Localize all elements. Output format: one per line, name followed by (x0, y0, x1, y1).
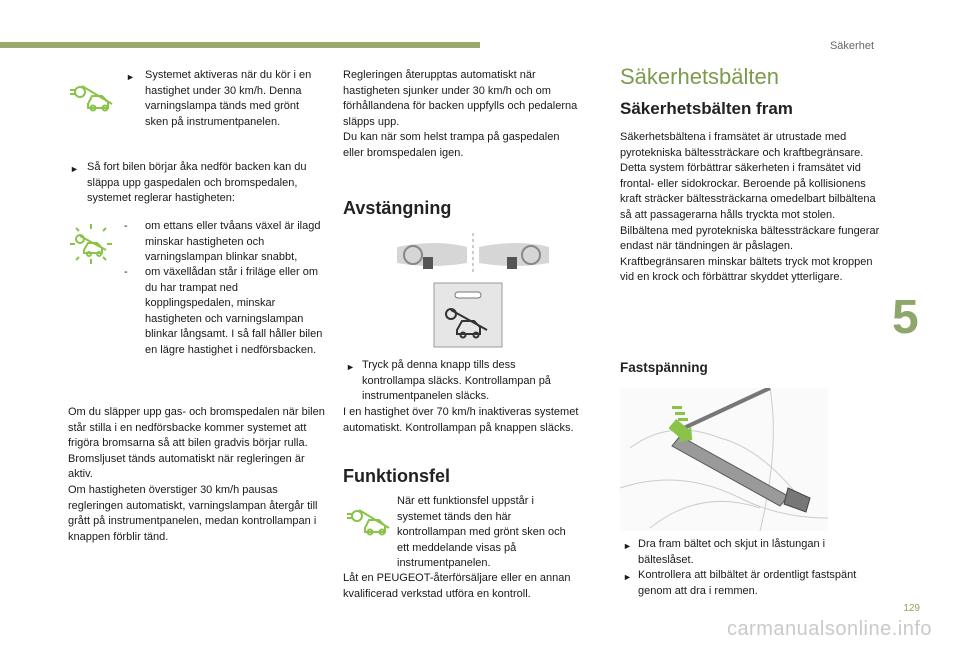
hill-assist-button-icon (433, 282, 503, 348)
dash-neutral: om växellådan står i friläge eller om du har trampat ned kopplingspedalen, minskar hastigheten och varningslampan blinkar långsamt. I så fall håller bilen en lägre hastighet i nedförsbacken. (145, 266, 323, 356)
paragraph-front-belts: Säkerhetsbältena i framsätet är utrustade med pyrotekniska bältessträckare och kraftbegränsare. Detta system förbättrar säkerheten i framsätet vid frontal- eller sidokrockar. Beroende på kollisionens kraft sträcker bältessträckarna omedelbart bilbältena så att passagerarna hålls tryckta mot stolen. Bilbältena med pyrotekniska bältessträckare fungerar endast när tändningen är påslagen. Kraftbegränsaren minskar bältets tryck mot kroppen vid en krock och förbättrar skyddet ytterligare. (620, 131, 880, 284)
steering-wheel-icon (393, 233, 553, 275)
page-title: Säkerhetsbälten (620, 64, 779, 89)
dash-marker: - (124, 266, 128, 278)
seatbelt-illustration (620, 388, 828, 531)
hill-descent-fault-icon (345, 504, 393, 538)
hill-descent-blinking-icon (68, 222, 114, 266)
dash-marker: - (124, 220, 128, 232)
heading-front-belts: Säkerhetsbälten fram (620, 99, 793, 118)
page-number: 129 (903, 603, 920, 614)
hill-descent-car-icon (68, 80, 118, 114)
bullet-pull-belt: Dra fram bältet och skjut in låstungan i bälteslåset. (638, 538, 826, 566)
header-bar (0, 42, 480, 48)
paragraph-stationary: Om du släpper upp gas- och bromspedalen när bilen står stilla i en nedförsbacke kommer systemet att frigöra bromsarna så att bilen gradvis börjar rulla. Bromsljuset tänds automatiskt när regleringen är aktiv. Om hastigheten överstiger 30 km/h pausas regleringen automatiskt, varningslampan återgår till grått på instrumentpanelen, medan kontrollampan i knappen förblir tänd. (68, 406, 325, 543)
dash-gear-engaged: om ettans eller tvåans växel är ilagd minskar hastigheten och varningslampan blinkar snabbt, (145, 220, 321, 264)
triangle-bullet: ► (623, 572, 632, 582)
fault-description: När ett funktionsfel uppstår i systemet tänds den här kontrollampan med grönt sken och ett meddelande visas på instrumentpanelen. (397, 495, 566, 570)
triangle-bullet: ► (346, 362, 355, 372)
heading-fastspanning: Fastspänning (620, 360, 708, 375)
section-label: Säkerhet (829, 40, 874, 52)
paragraph-auto-off: I en hastighet över 70 km/h inaktiveras systemet automatiskt. Kontrollampan på knappen släcks. (343, 406, 579, 434)
paragraph-dealer: Låt en PEUGEOT-återförsäljare eller en annan kvalificerad verkstad utföra en kontroll. (343, 572, 571, 600)
triangle-bullet: ► (70, 164, 79, 174)
watermark: carmanualsonline.info (726, 618, 932, 640)
bullet-press-button: Tryck på denna knapp tills dess kontrollampa släcks. Kontrollampan på instrumentpanelen släcks. (362, 359, 551, 403)
heading-funktionsfel: Funktionsfel (343, 466, 450, 486)
bullet-activation: Systemet aktiveras när du kör i en hastighet under 30 km/h. Denna varningslampa tänds med grönt sken på instrumentpanelen. (145, 69, 312, 128)
chapter-number: 5 (892, 291, 919, 344)
triangle-bullet: ► (126, 72, 135, 82)
bullet-check-belt: Kontrollera att bilbältet är ordentligt fastspänt genom att dra i remmen. (638, 569, 857, 597)
heading-avstangning: Avstängning (343, 198, 452, 218)
paragraph-resume: Regleringen återupptas automatiskt när hastigheten sjunker under 30 km/h och om förhållandena för backen uppfylls och pedalerna släpps upp. Du kan när som helst trampa på gaspedalen eller bromspedalen igen. (343, 69, 578, 159)
triangle-bullet: ► (623, 541, 632, 551)
bullet-release-pedals: Så fort bilen börjar åka nedför backen kan du släppa upp gaspedalen och bromspedalen, systemet reglerar hastigheten: (87, 161, 307, 205)
